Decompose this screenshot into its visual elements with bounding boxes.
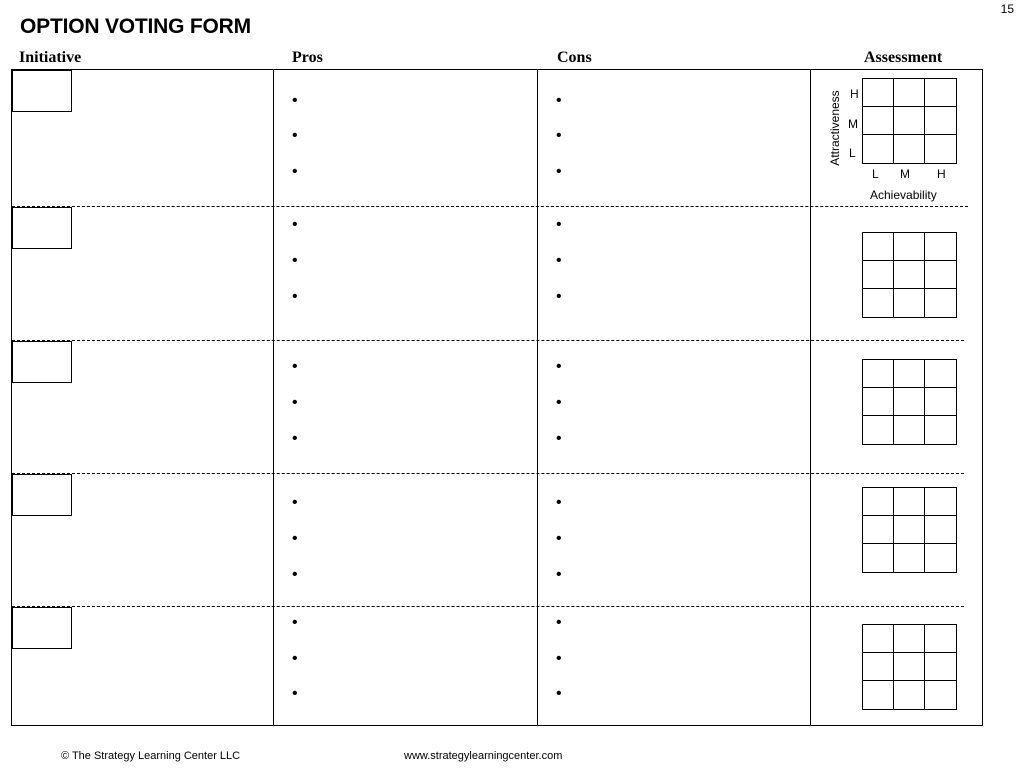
grid-cell[interactable] [863, 289, 894, 317]
pros-bullet: • [292, 685, 298, 702]
cons-bullet: • [556, 566, 562, 583]
grid-cell[interactable] [863, 135, 894, 163]
column-divider-cons [537, 69, 538, 726]
initiative-input-box[interactable] [12, 474, 72, 516]
achievability-axis-title: Achievability [870, 188, 937, 202]
column-divider-pros [273, 69, 274, 726]
grid-cell[interactable] [894, 360, 925, 388]
column-divider-assessment [810, 69, 811, 726]
grid-cell[interactable] [863, 516, 894, 544]
row-separator [12, 473, 964, 474]
grid-cell[interactable] [925, 653, 956, 681]
grid-cell[interactable] [894, 516, 925, 544]
grid-cell[interactable] [925, 516, 956, 544]
y-level-label: L [849, 146, 856, 160]
grid-cell[interactable] [925, 488, 956, 516]
cons-bullet: • [556, 216, 562, 233]
column-header-assessment: Assessment [864, 49, 943, 66]
grid-cell[interactable] [894, 681, 925, 709]
initiative-input-box[interactable] [12, 607, 72, 649]
cons-bullet: • [556, 127, 562, 144]
pros-bullet: • [292, 216, 298, 233]
grid-cell[interactable] [925, 681, 956, 709]
grid-cell[interactable] [894, 625, 925, 653]
grid-cell[interactable] [894, 107, 925, 135]
grid-cell[interactable] [925, 135, 956, 163]
pros-bullet: • [292, 566, 298, 583]
initiative-input-box[interactable] [12, 70, 72, 112]
y-level-label: H [850, 87, 859, 101]
page-number: 15 [1000, 2, 1014, 16]
pros-bullet: • [292, 127, 298, 144]
row-separator [12, 206, 968, 207]
grid-cell[interactable] [925, 289, 956, 317]
pros-bullet: • [292, 358, 298, 375]
grid-cell[interactable] [894, 289, 925, 317]
assessment-grid[interactable] [862, 624, 957, 710]
attractiveness-axis-title: Attractiveness [828, 90, 842, 166]
pros-bullet: • [292, 530, 298, 547]
row-separator [12, 340, 964, 341]
cons-bullet: • [556, 430, 562, 447]
assessment-grid[interactable] [862, 232, 957, 318]
pros-bullet: • [292, 288, 298, 305]
pros-bullet: • [292, 163, 298, 180]
grid-cell[interactable] [863, 360, 894, 388]
cons-bullet: • [556, 494, 562, 511]
cons-bullet: • [556, 614, 562, 631]
grid-cell[interactable] [894, 135, 925, 163]
initiative-input-box[interactable] [12, 341, 72, 383]
grid-cell[interactable] [894, 233, 925, 261]
pros-bullet: • [292, 494, 298, 511]
cons-bullet: • [556, 650, 562, 667]
grid-cell[interactable] [925, 233, 956, 261]
cons-bullet: • [556, 163, 562, 180]
grid-cell[interactable] [863, 388, 894, 416]
pros-bullet: • [292, 430, 298, 447]
footer-website: www.strategylearningcenter.com [404, 750, 563, 762]
grid-cell[interactable] [894, 653, 925, 681]
grid-cell[interactable] [863, 653, 894, 681]
assessment-grid[interactable] [862, 78, 957, 164]
column-header-cons: Cons [557, 49, 592, 66]
cons-bullet: • [556, 288, 562, 305]
grid-cell[interactable] [925, 107, 956, 135]
grid-cell[interactable] [894, 261, 925, 289]
grid-cell[interactable] [863, 544, 894, 572]
grid-cell[interactable] [925, 625, 956, 653]
pros-bullet: • [292, 92, 298, 109]
column-header-initiative: Initiative [19, 49, 82, 66]
grid-cell[interactable] [863, 233, 894, 261]
grid-cell[interactable] [863, 681, 894, 709]
x-level-label: H [937, 167, 946, 181]
grid-cell[interactable] [925, 416, 956, 444]
x-level-label: M [900, 167, 910, 181]
grid-cell[interactable] [925, 79, 956, 107]
column-header-pros: Pros [292, 49, 323, 66]
pros-bullet: • [292, 614, 298, 631]
cons-bullet: • [556, 685, 562, 702]
page-title: OPTION VOTING FORM [20, 15, 251, 38]
grid-cell[interactable] [894, 544, 925, 572]
grid-cell[interactable] [925, 360, 956, 388]
assessment-grid[interactable] [862, 359, 957, 445]
grid-cell[interactable] [925, 388, 956, 416]
grid-cell[interactable] [894, 388, 925, 416]
grid-cell[interactable] [863, 107, 894, 135]
row-separator [12, 606, 964, 607]
x-level-label: L [872, 167, 879, 181]
grid-cell[interactable] [863, 416, 894, 444]
cons-bullet: • [556, 358, 562, 375]
cons-bullet: • [556, 530, 562, 547]
grid-cell[interactable] [863, 261, 894, 289]
grid-cell[interactable] [894, 79, 925, 107]
grid-cell[interactable] [894, 416, 925, 444]
grid-cell[interactable] [863, 488, 894, 516]
grid-cell[interactable] [863, 625, 894, 653]
grid-cell[interactable] [863, 79, 894, 107]
pros-bullet: • [292, 650, 298, 667]
cons-bullet: • [556, 92, 562, 109]
pros-bullet: • [292, 252, 298, 269]
grid-cell[interactable] [925, 544, 956, 572]
cons-bullet: • [556, 252, 562, 269]
footer-copyright: © The Strategy Learning Center LLC [61, 750, 241, 762]
grid-cell[interactable] [925, 261, 956, 289]
pros-bullet: • [292, 394, 298, 411]
initiative-input-box[interactable] [12, 207, 72, 249]
grid-cell[interactable] [894, 488, 925, 516]
y-level-label: M [848, 117, 858, 131]
cons-bullet: • [556, 394, 562, 411]
assessment-grid[interactable] [862, 487, 957, 573]
